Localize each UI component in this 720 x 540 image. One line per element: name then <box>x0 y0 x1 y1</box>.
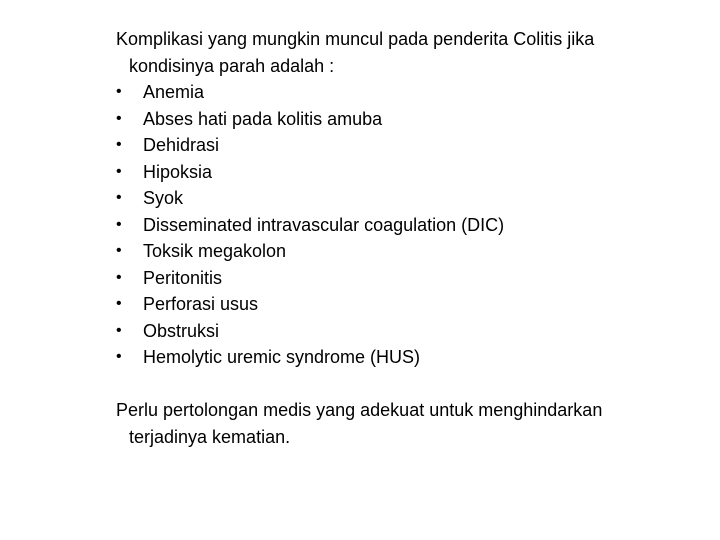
list-item <box>116 238 676 265</box>
list-item-text: Obstruksi <box>143 320 220 341</box>
bullet-icon: • <box>116 295 122 312</box>
list-item <box>116 265 676 292</box>
bullet-icon: • <box>116 189 122 206</box>
bullet-icon: • <box>116 109 122 127</box>
list-item-text: Dehidrasi <box>143 135 220 155</box>
bullet-icon: • <box>116 348 122 365</box>
list-item-text: Anemia <box>143 82 205 102</box>
list-item <box>116 185 676 212</box>
intro-paragraph: Komplikasi yang mungkin muncul pada penderita Colitis jika kondisinya parah adalah : <box>116 29 595 76</box>
list-item <box>116 159 676 186</box>
bullet-icon: • <box>116 162 122 180</box>
list-item <box>116 132 676 159</box>
list-item-text: Syok <box>143 188 184 208</box>
list-item <box>116 318 676 345</box>
spacer <box>116 371 676 398</box>
closing-paragraph: Perlu pertolongan medis yang adekuat untuk menghindarkan terjadinya kematian. <box>116 400 603 447</box>
list-item-text: Hemolytic uremic syndrome (HUS) <box>143 347 421 367</box>
bullet-icon: • <box>116 136 122 153</box>
complications-list <box>116 79 676 371</box>
bullet-icon: • <box>116 83 122 100</box>
bullet-icon: • <box>116 215 122 233</box>
list-item-text: Abses hati pada kolitis amuba <box>143 108 383 129</box>
slide-content <box>116 26 676 450</box>
list-item <box>116 106 676 133</box>
list-item-text: Disseminated intravascular coagulation (DIC) <box>143 214 505 235</box>
list-item-text: Toksik megakolon <box>143 241 287 261</box>
bullet-icon: • <box>116 321 122 339</box>
bullet-icon: • <box>116 268 122 286</box>
list-item-text: Peritonitis <box>143 267 223 288</box>
list-item-text: Perforasi usus <box>143 294 259 314</box>
list-item <box>116 212 676 239</box>
list-item <box>116 291 676 318</box>
list-item <box>116 344 676 371</box>
list-item <box>116 79 676 106</box>
list-item-text: Hipoksia <box>143 161 213 182</box>
bullet-icon: • <box>116 242 122 259</box>
